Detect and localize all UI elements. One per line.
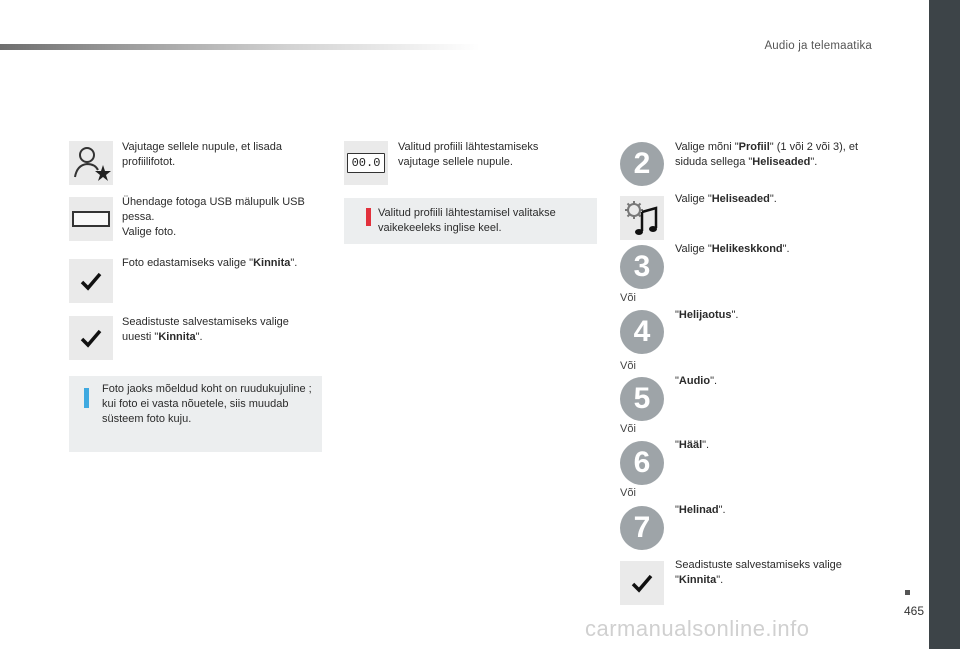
alert-note-text: Valitud profiili lähtestamisel valitakse vaikekeeleks inglise keel. xyxy=(378,207,556,234)
side-strip xyxy=(929,0,960,649)
reset-profile-button[interactable] xyxy=(344,141,388,185)
info-note xyxy=(69,376,322,452)
step-number-2: 2 xyxy=(620,142,664,186)
checkmark-icon xyxy=(631,573,653,593)
step-number-3: 3 xyxy=(620,245,664,289)
page-marker xyxy=(905,590,910,595)
checkmark-icon xyxy=(80,328,102,348)
confirm-save-button[interactable] xyxy=(69,316,113,360)
step-reset-text: Valitud profiili lähtestamiseks vajutage sellele nupule. xyxy=(398,141,539,168)
display-icon: 00.0 xyxy=(347,153,385,173)
step-audio-settings-text: Valige "Heliseaded". xyxy=(675,193,777,205)
step-number-7: 7 xyxy=(620,506,664,550)
user-star-icon xyxy=(71,143,111,183)
info-icon xyxy=(84,388,89,408)
info-note-text: Foto jaoks mõeldud koht on ruudukujuline ; kui foto ei vasta nõuetele, siis muudab süsteem foto kuju. xyxy=(102,383,312,425)
step-save-text: Seadistuste salvestamiseks valige uuesti "Kinnita". xyxy=(122,316,289,343)
alert-note xyxy=(344,198,597,244)
step-profile-text: Valige mõni "Profiil" (1 või 2 või 3), et siduda sellega "Heliseaded". xyxy=(675,141,859,168)
step-number-6: 6 xyxy=(620,441,664,485)
page-number: 465 xyxy=(903,604,924,618)
step-number-4: 4 xyxy=(620,310,664,354)
add-photo-button[interactable] xyxy=(69,141,113,185)
page-header-title: Audio ja telemaatika xyxy=(764,40,872,52)
checkmark-icon xyxy=(80,271,102,291)
or-label: Või xyxy=(620,487,636,499)
step-ringtones-text: "Helinad". xyxy=(675,504,726,516)
step-audio-text: "Audio". xyxy=(675,375,718,387)
gear-music-note-icon xyxy=(622,198,662,238)
audio-settings-button[interactable] xyxy=(620,196,664,240)
step-final-save-text: Seadistuste salvestamiseks valige "Kinnita". xyxy=(675,559,842,586)
confirm-photo-button[interactable] xyxy=(69,259,113,303)
or-label: Või xyxy=(620,423,636,435)
step-confirm-photo-text: Foto edastamiseks valige "Kinnita". xyxy=(122,257,298,269)
warning-icon xyxy=(366,208,371,226)
usb-icon-box xyxy=(69,197,113,241)
header-rule xyxy=(0,44,480,50)
watermark: carmanualsonline.info xyxy=(585,616,810,641)
usb-port-icon xyxy=(72,211,110,227)
step-voice-text: "Hääl". xyxy=(675,439,710,451)
confirm-audio-button[interactable] xyxy=(620,561,664,605)
step-ambience-text: Valige "Helikeskkond". xyxy=(675,243,790,255)
step-number-5: 5 xyxy=(620,377,664,421)
step-add-photo-text: Vajutage sellele nupule, et lisada profiilifotot. xyxy=(122,141,283,168)
step-distribution-text: "Helijaotus". xyxy=(675,309,739,321)
or-label: Või xyxy=(620,292,636,304)
step-usb-text: Ühendage fotoga USB mälupulk USB pessa. Valige foto. xyxy=(122,196,305,238)
or-label: Või xyxy=(620,360,636,372)
